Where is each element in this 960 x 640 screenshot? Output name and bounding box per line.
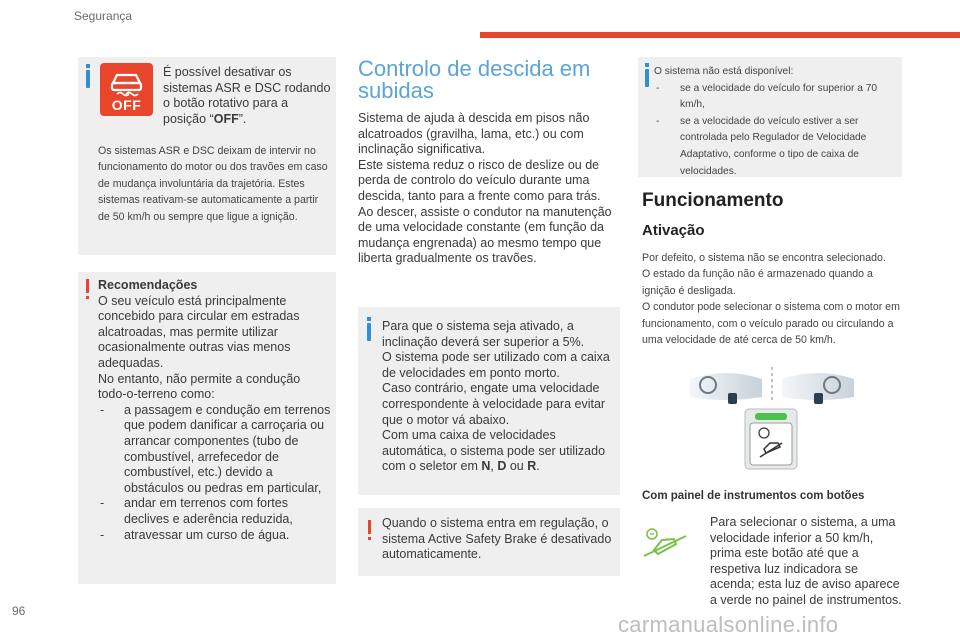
asb-warning-text: Quando o sistema entra em regulação, o sistema Active Safety Brake é desativado automaticamente. [382,516,612,562]
info-marker-icon [645,69,649,87]
warning-marker-icon [368,520,371,534]
off-label: OFF [111,97,142,113]
warning-marker-icon [86,279,89,293]
deactivation-text: É possível desativar os sistemas ASR e DSC rodando o botão rotativo para a posição “OFF”. [163,65,331,126]
section-heading: Funcionamento [642,190,784,211]
subsection-heading: Ativação [642,222,705,239]
unavailable-text: O sistema não está disponível: - se a velocidade do veículo for superior a 70 km/h, - se a velocidade do veículo estiver a ser controlada pelo Regulador de Velocidade Adaptativo, conforme o tipo de caixa de velocidades. [654,64,898,180]
recommendations-title: Recomendações [98,278,198,292]
info-marker-icon [86,70,90,88]
list-item: - a passagem e condução em terrenos que podem danificar a carroçaria ou arrancar componentes (tubo de combustível, arrefecedor de combustível, etc.) devido a obstáculos ou pedras em particular, [98,403,332,497]
unavailable-list [654,81,898,181]
figure-caption: Com painel de instrumentos com botões [642,490,865,502]
list-item: - se a velocidade do veículo estiver a ser controlada pelo Regulador de Velocidade Adaptativo, conforme o tipo de caixa de velocidades. [654,114,898,180]
asr-dsc-note: Os sistemas ASR e DSC deixam de intervir no funcionamento do motor ou dos travões em caso de mudança involuntária da trajetória. Estes sistemas reativam-se automaticamente a partir de 50 km/h ou sempre que ligue a ignição. [98,145,328,223]
esp-off-icon [100,63,153,116]
offroad-list [98,403,332,543]
info-marker-icon [367,323,371,341]
list-item: - andar em terrenos com fortes declives e aderência reduzida, [98,496,332,527]
list-item: - atravessar um curso de água. [98,528,332,544]
header-accent-bar [480,32,960,38]
hill-descent-intro: Sistema de ajuda à descida em pisos não alcatroados (gravilha, lama, etc.) ou com inclinação significativa. Este sistema reduz o risco de deslize ou de perda de controlo do veículo durante uma descida, tanto para a frente como para trás. Ao descer, assiste o condutor na manutenção de uma velocidade constante (em função da mudança engrenada) ao mesmo tempo que liberta gradualmente os travões. [358,111,612,266]
section-title: Segurança [74,9,133,23]
activation-conditions-text: Para que o sistema seja ativado, a inclinação deverá ser superior a 5%. O sistema pode ser utilizado com a caixa de velocidades em ponto morto. Caso contrário, engate uma velocidade correspondente à velocidade para evitar que o motor vá abaixo. Com uma caixa de velocidades automática, o sistema pode ser utilizado com o seletor em N, D ou R. [382,319,610,474]
hill-descent-button-icon [640,526,690,560]
steering-wheel-icon [686,363,856,471]
page-heading: Controlo de descida em subidas [358,56,591,103]
watermark: carmanualsonline.info [618,612,839,637]
list-item: - se a velocidade do veículo for superior a 70 km/h, [654,81,898,114]
recommendations-text: Recomendações O seu veículo está principalmente concebido para circular em estradas alcatroadas, mas permite utilizar ocasionalmente outras vias menos adequadas. No entanto, não permite a condução todo-o-terreno como: - a passagem e condução em terrenos que podem danificar a carroçaria ou arrancar componentes (tubo de combustível, arrefecedor de combustível, etc.) devido a obstáculos ou pedras em particular, - andar em terrenos com fortes declives e aderência reduzida, - atravessar um curso de água. [98,278,332,543]
step-text: Para selecionar o sistema, a uma velocidade inferior a 50 km/h, prima este botão até que a respetiva luz indicadora se acenda; esta luz de aviso aparece a verde no painel de instrumentos. [710,515,902,607]
page-number: 96 [12,604,26,618]
activation-text: Por defeito, o sistema não se encontra selecionado. O estado da função não é armazenado quando a ignição é desligada. O condutor pode selecionar o sistema com o motor em funcionamento, com o veículo parado ou circulando a uma velocidade de até cerca de 50 km/h. [642,252,900,347]
dashboard-illustration [686,363,856,471]
